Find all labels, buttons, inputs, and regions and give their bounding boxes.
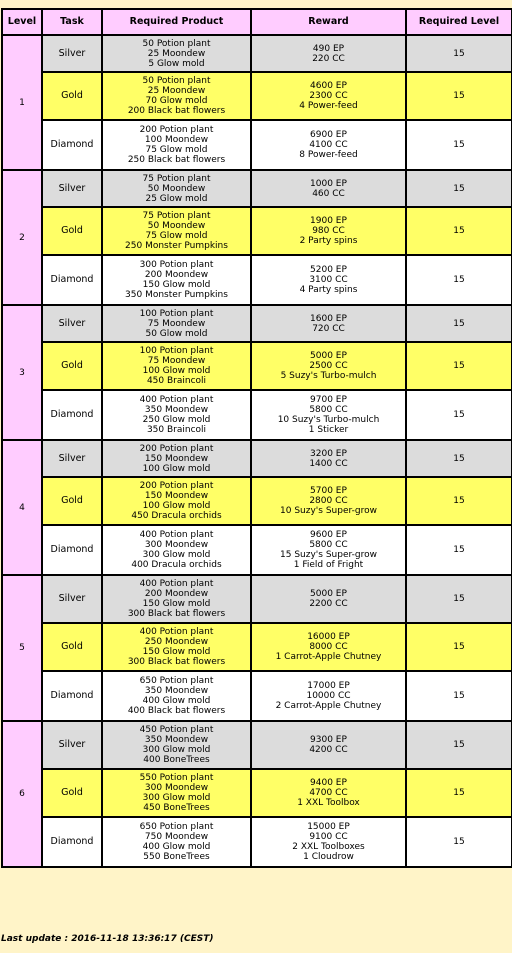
table-row — [2, 477, 512, 525]
table-row — [2, 342, 512, 390]
reward-cell: 9700 EP 5800 CC 10 Suzy's Turbo-mulch 1 Sticker — [251, 390, 406, 440]
required-level-cell: 15 — [406, 207, 512, 255]
product-cell: 100 Potion plant 75 Moondew 100 Glow mold 450 Braincoli — [102, 342, 251, 390]
table-body — [2, 35, 512, 867]
reward-cell: 1600 EP 720 CC — [251, 305, 406, 342]
product-cell: 50 Potion plant 25 Moondew 70 Glow mold 200 Black bat flowers — [102, 72, 251, 120]
required-level-cell: 15 — [406, 120, 512, 170]
product-cell: 100 Potion plant 75 Moondew 50 Glow mold — [102, 305, 251, 342]
reward-cell: 6900 EP 4100 CC 8 Power-feed — [251, 120, 406, 170]
header-row — [2, 9, 512, 35]
product-cell: 200 Potion plant 150 Moondew 100 Glow mold — [102, 440, 251, 477]
level-cell: 4 — [2, 440, 42, 575]
level-cell: 3 — [2, 305, 42, 440]
event-task-table — [1, 8, 512, 868]
reward-cell: 5000 EP 2500 CC 5 Suzy's Turbo-mulch — [251, 342, 406, 390]
task-cell: Diamond — [42, 671, 102, 721]
task-cell: Diamond — [42, 390, 102, 440]
table-row — [2, 170, 512, 207]
required-level-cell: 15 — [406, 721, 512, 769]
header-level: Level — [2, 9, 42, 35]
level-cell: 2 — [2, 170, 42, 305]
reward-cell: 15000 EP 9100 CC 2 XXL Toolboxes 1 Cloudrow — [251, 817, 406, 867]
header-reward: Reward — [251, 9, 406, 35]
required-level-cell: 15 — [406, 35, 512, 72]
product-cell: 650 Potion plant 350 Moondew 400 Glow mold 400 Black bat flowers — [102, 671, 251, 721]
table-row — [2, 721, 512, 769]
task-cell: Silver — [42, 305, 102, 342]
product-cell: 650 Potion plant 750 Moondew 400 Glow mold 550 BoneTrees — [102, 817, 251, 867]
reward-cell: 16000 EP 8000 CC 1 Carrot-Apple Chutney — [251, 623, 406, 671]
table-row — [2, 525, 512, 575]
table-row — [2, 255, 512, 305]
task-cell: Diamond — [42, 817, 102, 867]
level-cell: 5 — [2, 575, 42, 721]
required-level-cell: 15 — [406, 817, 512, 867]
task-cell: Gold — [42, 207, 102, 255]
required-level-cell: 15 — [406, 305, 512, 342]
reward-cell: 3200 EP 1400 CC — [251, 440, 406, 477]
task-cell: Silver — [42, 35, 102, 72]
task-cell: Diamond — [42, 120, 102, 170]
required-level-cell: 15 — [406, 255, 512, 305]
required-level-cell: 15 — [406, 390, 512, 440]
product-cell: 200 Potion plant 100 Moondew 75 Glow mold 250 Black bat flowers — [102, 120, 251, 170]
required-level-cell: 15 — [406, 769, 512, 817]
product-cell: 75 Potion plant 50 Moondew 25 Glow mold — [102, 170, 251, 207]
table-row — [2, 120, 512, 170]
reward-cell: 9300 EP 4200 CC — [251, 721, 406, 769]
reward-cell: 9600 EP 5800 CC 15 Suzy's Super-grow 1 Field of Fright — [251, 525, 406, 575]
table-row — [2, 817, 512, 867]
reward-cell: 5000 EP 2200 CC — [251, 575, 406, 623]
product-cell: 200 Potion plant 150 Moondew 100 Glow mold 450 Dracula orchids — [102, 477, 251, 525]
table-row — [2, 207, 512, 255]
reward-cell: 17000 EP 10000 CC 2 Carrot-Apple Chutney — [251, 671, 406, 721]
task-cell: Silver — [42, 170, 102, 207]
task-cell: Silver — [42, 721, 102, 769]
reward-cell: 5200 EP 3100 CC 4 Party spins — [251, 255, 406, 305]
reward-cell: 490 EP 220 CC — [251, 35, 406, 72]
product-cell: 300 Potion plant 200 Moondew 150 Glow mold 350 Monster Pumpkins — [102, 255, 251, 305]
product-cell: 400 Potion plant 250 Moondew 150 Glow mold 300 Black bat flowers — [102, 623, 251, 671]
product-cell: 400 Potion plant 300 Moondew 300 Glow mold 400 Dracula orchids — [102, 525, 251, 575]
table-row — [2, 440, 512, 477]
required-level-cell: 15 — [406, 575, 512, 623]
product-cell: 450 Potion plant 350 Moondew 300 Glow mold 400 BoneTrees — [102, 721, 251, 769]
level-cell: 1 — [2, 35, 42, 170]
product-cell: 550 Potion plant 300 Moondew 300 Glow mold 450 BoneTrees — [102, 769, 251, 817]
table-row — [2, 390, 512, 440]
product-cell: 400 Potion plant 350 Moondew 250 Glow mold 350 Braincoli — [102, 390, 251, 440]
required-level-cell: 15 — [406, 623, 512, 671]
reward-cell: 9400 EP 4700 CC 1 XXL Toolbox — [251, 769, 406, 817]
task-cell: Gold — [42, 769, 102, 817]
table-row — [2, 305, 512, 342]
task-cell: Silver — [42, 440, 102, 477]
table-row — [2, 35, 512, 72]
required-level-cell: 15 — [406, 671, 512, 721]
table-row — [2, 575, 512, 623]
task-cell: Gold — [42, 477, 102, 525]
task-cell: Gold — [42, 623, 102, 671]
table-row — [2, 623, 512, 671]
header-required-level: Required Level — [406, 9, 512, 35]
header-task: Task — [42, 9, 102, 35]
product-cell: 50 Potion plant 25 Moondew 5 Glow mold — [102, 35, 251, 72]
task-cell: Diamond — [42, 255, 102, 305]
reward-cell: 5700 EP 2800 CC 10 Suzy's Super-grow — [251, 477, 406, 525]
required-level-cell: 15 — [406, 72, 512, 120]
reward-cell: 1900 EP 980 CC 2 Party spins — [251, 207, 406, 255]
reward-cell: 1000 EP 460 CC — [251, 170, 406, 207]
level-cell: 6 — [2, 721, 42, 867]
task-cell: Gold — [42, 72, 102, 120]
required-level-cell: 15 — [406, 440, 512, 477]
task-cell: Gold — [42, 342, 102, 390]
table-row — [2, 769, 512, 817]
required-level-cell: 15 — [406, 477, 512, 525]
required-level-cell: 15 — [406, 342, 512, 390]
last-update-note: Last update : 2016-11-18 13:36:17 (CEST) — [1, 934, 214, 944]
table-row — [2, 72, 512, 120]
reward-cell: 4600 EP 2300 CC 4 Power-feed — [251, 72, 406, 120]
required-level-cell: 15 — [406, 525, 512, 575]
required-level-cell: 15 — [406, 170, 512, 207]
task-cell: Silver — [42, 575, 102, 623]
task-cell: Diamond — [42, 525, 102, 575]
product-cell: 75 Potion plant 50 Moondew 75 Glow mold 250 Monster Pumpkins — [102, 207, 251, 255]
header-required-product: Required Product — [102, 9, 251, 35]
table-row — [2, 671, 512, 721]
product-cell: 400 Potion plant 200 Moondew 150 Glow mold 300 Black bat flowers — [102, 575, 251, 623]
